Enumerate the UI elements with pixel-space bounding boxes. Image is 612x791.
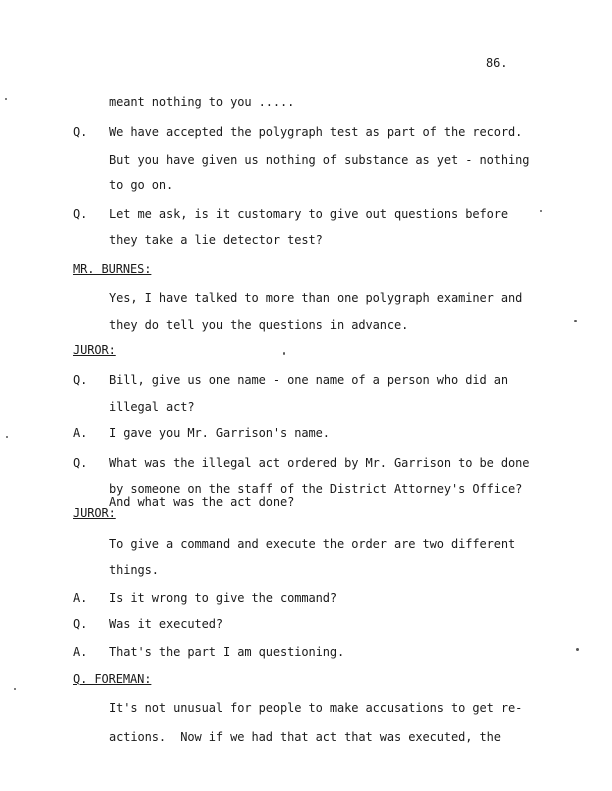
answer-text: Is it wrong to give the command?: [109, 591, 337, 605]
scan-speck: [576, 648, 579, 651]
answer-label: A.: [73, 591, 88, 605]
question-text: by someone on the staff of the District Attorney's Office?: [109, 482, 523, 496]
question-label: Q.: [73, 617, 88, 631]
statement-text: they do tell you the questions in advance.: [109, 318, 409, 332]
question-text: they take a lie detector test?: [109, 233, 323, 247]
answer-label: A.: [73, 645, 88, 659]
question-text: Bill, give us one name - one name of a person who did an: [109, 373, 508, 387]
question-text: Let me ask, is it customary to give out questions before: [109, 207, 508, 221]
question-label: Q.: [73, 373, 88, 387]
statement-text: Yes, I have talked to more than one polygraph examiner and: [109, 291, 523, 305]
question-text: to go on.: [109, 178, 174, 192]
scan-speck: [6, 436, 8, 438]
speaker-label: MR. BURNES:: [73, 262, 152, 276]
scan-speck: [14, 688, 16, 690]
answer-text: I gave you Mr. Garrison's name.: [109, 426, 330, 440]
question-label: Q.: [73, 125, 88, 139]
statement-text: To give a command and execute the order are two different: [109, 537, 516, 551]
speaker-label: JUROR:: [73, 343, 116, 357]
answer-text: That's the part I am questioning.: [109, 645, 345, 659]
question-text: And what was the act done?: [109, 495, 295, 509]
question-label: Q.: [73, 456, 88, 470]
scan-speck: [283, 352, 285, 355]
question-text: illegal act?: [109, 400, 195, 414]
speaker-label: JUROR:: [73, 506, 116, 520]
scan-speck: [540, 210, 542, 212]
scan-speck: [5, 98, 7, 100]
question-text: Was it executed?: [109, 617, 223, 631]
statement-text: actions. Now if we had that act that was executed, the: [109, 730, 501, 744]
answer-label: A.: [73, 426, 88, 440]
text-line: meant nothing to you .....: [109, 95, 295, 109]
question-label: Q.: [73, 207, 88, 221]
statement-text: It's not unusual for people to make accusations to get re-: [109, 701, 523, 715]
question-text: We have accepted the polygraph test as part of the record.: [109, 125, 523, 139]
page-number: 86.: [486, 56, 508, 70]
question-text: What was the illegal act ordered by Mr. Garrison to be done: [109, 456, 530, 470]
statement-text: things.: [109, 563, 159, 577]
speaker-label: Q. FOREMAN:: [73, 672, 152, 686]
question-text: But you have given us nothing of substance as yet - nothing: [109, 153, 530, 167]
scan-speck: [574, 320, 577, 322]
